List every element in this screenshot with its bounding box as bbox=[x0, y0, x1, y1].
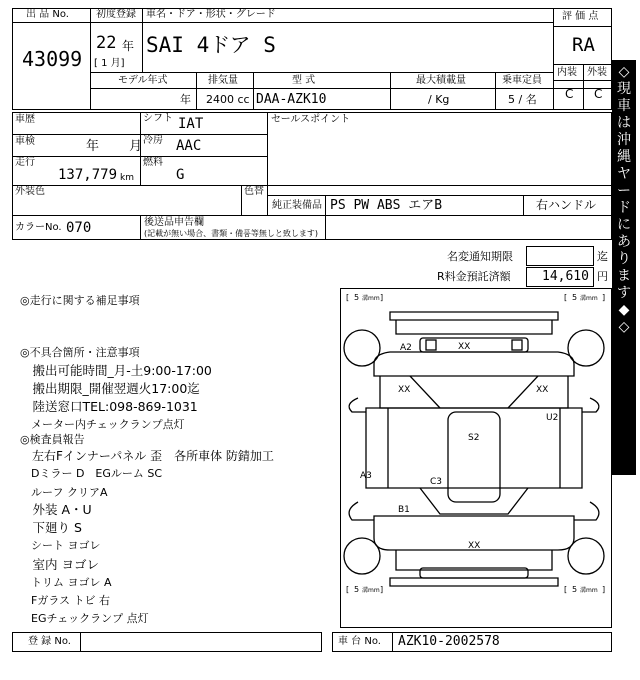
inspection-label: 車検 bbox=[15, 136, 35, 147]
chassis-label: 車 台 No. bbox=[338, 636, 381, 647]
damage-mark: A2 bbox=[400, 343, 412, 353]
interior-grade: C bbox=[565, 87, 574, 101]
color-no: 070 bbox=[66, 220, 92, 236]
svg-text:溝mm: 溝mm bbox=[580, 587, 598, 594]
equipment: PS PW ABS エアB bbox=[330, 198, 443, 213]
damage-mark: XX bbox=[468, 541, 481, 551]
displacement-label: 排気量 bbox=[208, 75, 238, 86]
tire-mark-front-right-value: 5 bbox=[572, 293, 578, 302]
svg-text:[: [ bbox=[564, 585, 568, 594]
shift: IAT bbox=[178, 116, 204, 132]
first-reg-year: 22 bbox=[96, 33, 117, 53]
note-line: ◎検査員報告 bbox=[20, 433, 85, 446]
recycle-unit: 円 bbox=[597, 270, 608, 283]
ac: AAC bbox=[176, 138, 202, 154]
note-line: 搬出期限_開催翌週火17:00迄 bbox=[20, 381, 200, 396]
note-line: Dミラー D EGルーム SC bbox=[20, 467, 163, 480]
note-line: 搬出可能時間_月-土9:00-17:00 bbox=[20, 363, 212, 378]
note-line: トリム ヨゴレ A bbox=[20, 576, 112, 589]
reg-no-label: 登 録 No. bbox=[28, 636, 71, 647]
svg-text:溝mm: 溝mm bbox=[580, 295, 598, 302]
tire-mark-front-left-unit: 溝mm bbox=[362, 295, 380, 302]
year-unit: 年 bbox=[122, 39, 135, 53]
tire-mark-front-left-value: 5 bbox=[354, 293, 360, 302]
fuel-label: 燃料 bbox=[143, 157, 163, 168]
aftermarket-label: 後送品申告欄 bbox=[144, 217, 204, 228]
tire-mark-front-left: [ bbox=[346, 293, 350, 302]
damage-mark: S2 bbox=[468, 433, 480, 443]
note-line: ルーフ クリアA bbox=[20, 486, 108, 499]
svg-text:[: [ bbox=[346, 585, 350, 594]
recycle-label: R料金預託済額 bbox=[437, 270, 511, 283]
note-line: 下廻り S bbox=[20, 520, 82, 535]
steering: 右ハンドル bbox=[536, 198, 597, 212]
car-name-label: 車名・ドア・形状・グレード bbox=[146, 9, 276, 20]
damage-mark: A3 bbox=[360, 471, 372, 481]
inspection: 年 月 bbox=[86, 139, 143, 154]
note-line: ◎走行に関する補足事項 bbox=[20, 294, 140, 307]
aftermarket-note: (記載が無い場合、書類・備품等無しと致します) bbox=[144, 229, 318, 238]
capacity-label: 乗車定員 bbox=[502, 75, 542, 86]
note-line: ◎不具合箇所・注意事項 bbox=[20, 346, 140, 359]
color-no-label: カラーNo. bbox=[15, 222, 62, 233]
car-damage-diagram bbox=[340, 288, 612, 628]
grade: RA bbox=[572, 34, 595, 56]
lot-no: 43099 bbox=[22, 47, 83, 71]
note-line: 外装 A・U bbox=[20, 502, 92, 517]
tire-mark-rear-right-value: 5 bbox=[572, 585, 578, 594]
exterior-label: 外装 bbox=[587, 67, 607, 78]
title-deadline-box bbox=[526, 246, 594, 266]
shift-label: シフト bbox=[143, 113, 173, 124]
svg-text:]: ] bbox=[380, 585, 384, 594]
note-line: Fガラス トビ 右 bbox=[20, 594, 110, 607]
damage-mark: XX bbox=[536, 385, 549, 395]
note-line: 左右Fインナーパネル 歪 各所車体 防錆加工 bbox=[20, 449, 274, 463]
first-reg-label: 初度登録 bbox=[96, 9, 136, 20]
lot-no-label: 出 品 No. bbox=[26, 9, 69, 20]
car-name: SAI 4ドア S bbox=[146, 33, 276, 57]
damage-mark: B1 bbox=[398, 505, 410, 515]
svg-text:]: ] bbox=[380, 293, 384, 302]
mileage-label: 走行 bbox=[15, 157, 35, 168]
svg-text:]: ] bbox=[602, 293, 606, 302]
grade-label: 評 価 点 bbox=[562, 11, 599, 22]
interior-label: 内装 bbox=[557, 67, 577, 78]
damage-mark: U2 bbox=[546, 413, 559, 423]
chassis-no: AZK10-2002578 bbox=[398, 634, 500, 649]
max-load-label: 最大積載量 bbox=[416, 75, 466, 86]
svg-text:溝mm: 溝mm bbox=[362, 587, 380, 594]
ac-label: 冷房 bbox=[143, 135, 163, 146]
displacement: 2400 cc bbox=[206, 93, 250, 106]
note-line: 室内 ヨゴレ bbox=[20, 557, 99, 572]
exterior-grade: C bbox=[594, 87, 603, 101]
svg-text:[: [ bbox=[564, 293, 568, 302]
note-line: EGチェックランプ 点灯 bbox=[20, 612, 149, 625]
note-line: 陸送窓口TEL:098-869-1031 bbox=[20, 399, 198, 414]
note-line: シート ヨゴレ bbox=[20, 539, 101, 552]
location-banner: ◇ 現 車 は 沖 縄 ヤ ー ド に あ り ま す ◆ ◇ bbox=[612, 60, 636, 475]
exterior-color-label: 外装色 bbox=[15, 186, 45, 197]
mileage-unit: km bbox=[120, 173, 134, 183]
fuel: G bbox=[176, 167, 185, 183]
svg-text:]: ] bbox=[602, 585, 606, 594]
first-reg-month: [ 1 月] bbox=[94, 58, 125, 69]
type-label: 型 式 bbox=[292, 75, 316, 86]
damage-mark: C3 bbox=[430, 477, 443, 487]
type: DAA-AZK10 bbox=[256, 92, 327, 107]
sales-point-label: セールスポイント bbox=[271, 114, 351, 125]
title-deadline-unit: 迄 bbox=[597, 250, 608, 263]
capacity: 5 / 名 bbox=[508, 93, 537, 106]
max-load: / Kg bbox=[428, 93, 450, 106]
title-deadline-label: 名変通知期限 bbox=[447, 250, 513, 263]
equipment-label: 純正装備品 bbox=[272, 200, 322, 211]
mileage: 137,779 bbox=[58, 167, 118, 183]
history-label: 車歴 bbox=[15, 114, 35, 125]
color-change-label: 色替 bbox=[244, 186, 264, 197]
damage-mark: XX bbox=[398, 385, 411, 395]
tire-mark-rear-left-value: 5 bbox=[354, 585, 360, 594]
damage-mark: XX bbox=[458, 342, 471, 352]
recycle-amount: 14,610 bbox=[542, 269, 589, 284]
model-year-label: モデル年式 bbox=[118, 75, 168, 86]
model-year-unit: 年 bbox=[180, 93, 191, 106]
note-line: メーター内チェックランプ点灯 bbox=[20, 418, 185, 431]
